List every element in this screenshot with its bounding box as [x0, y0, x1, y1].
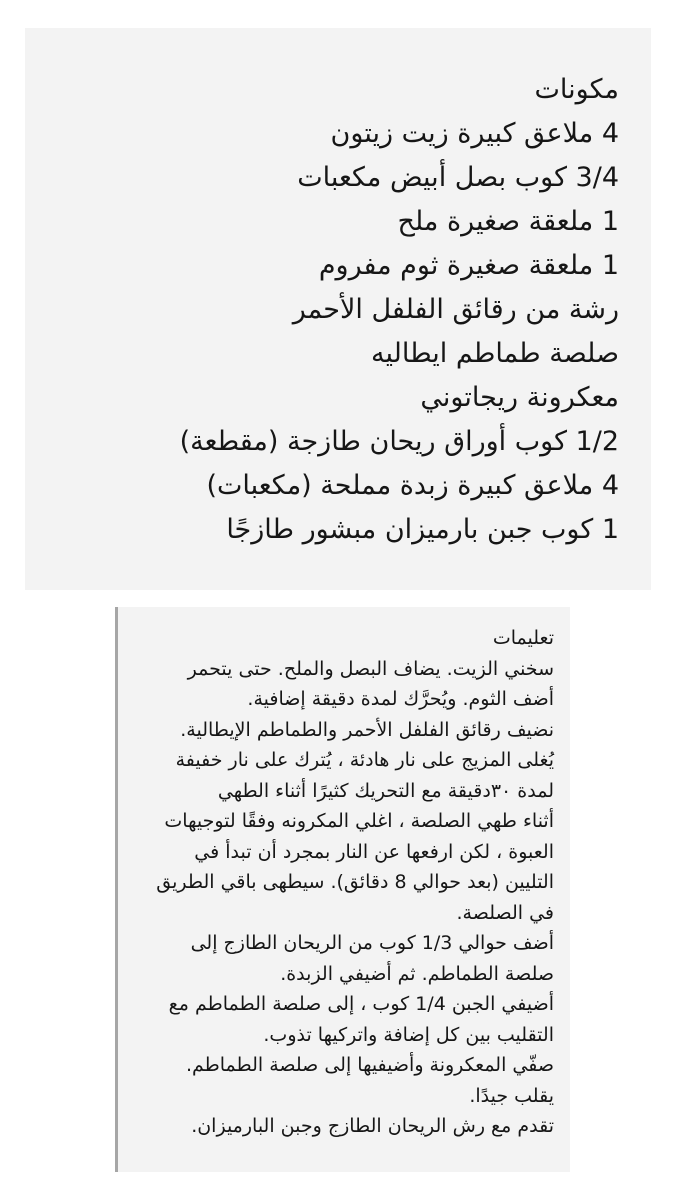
ingredient-item: 1/2 كوب أوراق ريحان طازجة (مقطعة): [179, 426, 619, 457]
ingredients-title: مكونات: [534, 74, 619, 105]
instruction-line: العبوة ، لكن ارفعها عن النار بمجرد أن تبدأ في: [194, 840, 554, 863]
ingredient-item: رشة من رقائق الفلفل الأحمر: [292, 294, 619, 325]
instruction-line: صلصة الطماطم. ثم أضيفي الزبدة.: [280, 962, 554, 985]
instruction-line: أضف الثوم. ويُحرَّك لمدة دقيقة إضافية.: [247, 688, 554, 710]
instruction-line: لمدة ٣٠دقيقة مع التحريك كثيرًا أثناء الطهي: [217, 779, 554, 802]
instruction-line: أضيفي الجبن 1/4 كوب ، إلى صلصة الطماطم مع: [168, 993, 554, 1015]
instruction-line: سخني الزيت. يضاف البصل والملح. حتى يتحمر: [187, 657, 554, 680]
instructions-card: [115, 607, 570, 1172]
ingredient-item: 4 ملاعق كبيرة زبدة مملحة (مكعبات): [206, 470, 619, 501]
ingredient-item: 1 كوب جبن بارميزان مبشور طازجًا: [226, 514, 619, 545]
ingredients-card: [25, 28, 651, 590]
instructions-list: [126, 654, 554, 1142]
ingredient-item: 4 ملاعق كبيرة زيت زيتون: [330, 118, 619, 149]
ingredient-item: معكرونة ريجاتوني: [420, 382, 619, 413]
ingredient-item: 3/4 كوب بصل أبيض مكعبات: [297, 162, 619, 193]
ingredient-item: 1 ملعقة صغيرة ملح: [397, 206, 619, 237]
instruction-line: في الصلصة.: [456, 901, 554, 924]
instruction-line: التقليب بين كل إضافة واتركيها تذوب.: [263, 1023, 554, 1046]
instruction-line: أثناء طهي الصلصة ، اغلي المكرونه وفقًا لتوجيهات: [164, 810, 554, 832]
instruction-line: نضيف رقائق الفلفل الأحمر والطماطم الإيطالية.: [180, 718, 554, 741]
instruction-line: صفّي المعكرونة وأضيفيها إلى صلصة الطماطم.: [185, 1054, 554, 1076]
instruction-line: التليين (بعد حوالي 8 دقائق). سيطهى باقي الطريق: [156, 871, 554, 893]
instructions-title: تعليمات: [492, 627, 554, 649]
instruction-line: يقلب جيدًا.: [469, 1084, 554, 1107]
ingredient-item: 1 ملعقة صغيرة ثوم مفروم: [318, 250, 619, 281]
instruction-line: يُغلى المزيج على نار هادئة ، يُترك على نار خفيفة: [175, 749, 554, 771]
instruction-line: أضف حوالي 1/3 كوب من الريحان الطازج إلى: [190, 932, 554, 954]
ingredient-item: صلصة طماطم ايطاليه: [371, 338, 619, 369]
instruction-line: تقدم مع رش الريحان الطازج وجبن البارميزان.: [191, 1115, 554, 1137]
ingredients-list: [45, 112, 619, 552]
